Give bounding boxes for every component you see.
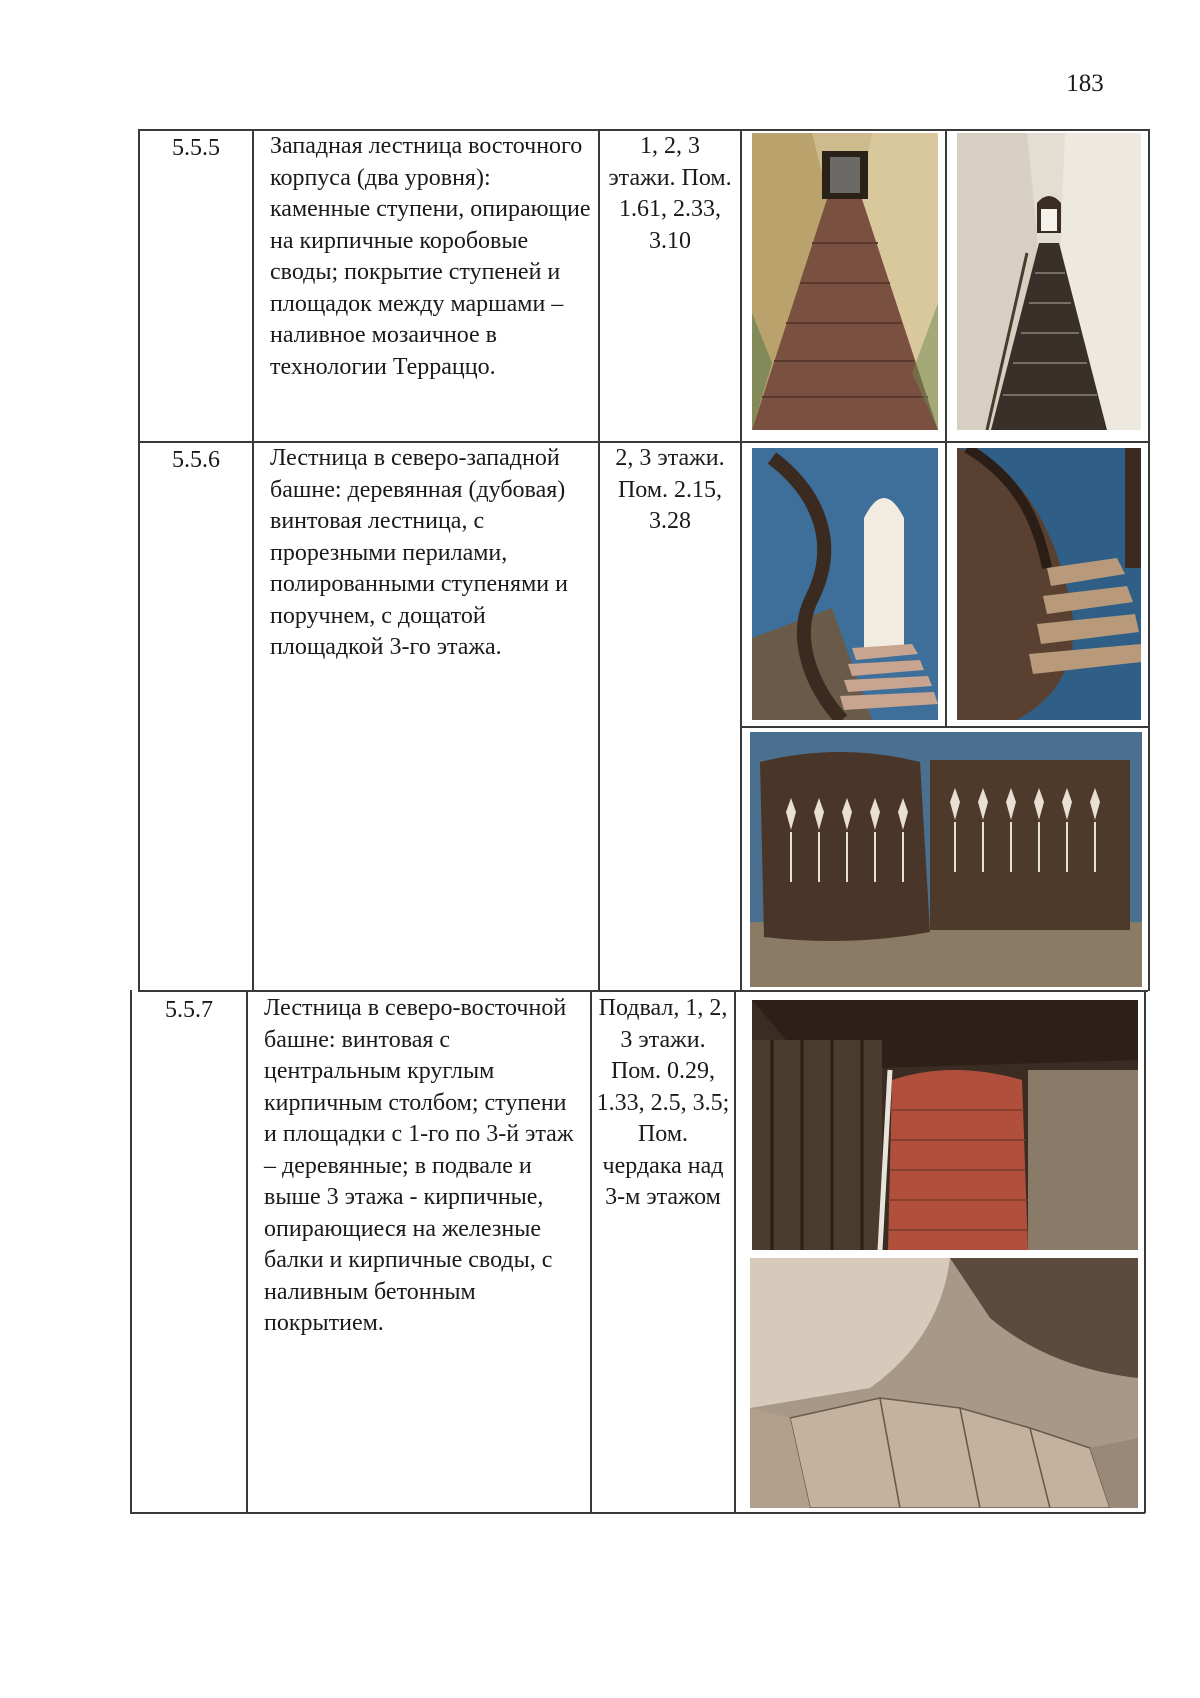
photo-brick-column-staircase xyxy=(752,1000,1138,1250)
table-bottom-border xyxy=(130,1512,1145,1514)
photo-wooden-spiral-staircase xyxy=(957,448,1141,720)
photo-long-white-staircase xyxy=(957,133,1141,430)
col-divider-3 xyxy=(740,129,742,991)
row-description-5.5.5: Западная лестница восточного корпуса (два уровня): каменные ступени, опирающие на кирпичные коробовые своды; покрытие ступеней и площадок между маршами – наливное мозаичное в технологии Терраццо. xyxy=(270,133,591,380)
row-location-5.5.5: 1, 2, 3 этажи. Пом. 1.61, 2.33, 3.10 xyxy=(608,133,732,254)
row-id-5.5.6: 5.5.6 xyxy=(172,447,220,473)
row-id-5.5.7: 5.5.7 xyxy=(165,997,213,1023)
photo-divider-566 xyxy=(740,726,1148,728)
table-right-border xyxy=(1148,129,1150,991)
row-description-5.5.6: Лестница в северо-западной башне: деревянная (дубовая) винтовая лестница, с прорезными перилами, полированными ступенями и поручнем, с дощатой площадкой 3-го этажа. xyxy=(270,445,568,660)
photo-blue-spiral-staircase-arch xyxy=(752,448,938,720)
photo-stone-staircase-corridor xyxy=(752,133,938,430)
photo-worn-spiral-steps xyxy=(750,1258,1138,1508)
row-location-5.5.7: Подвал, 1, 2, 3 этажи. Пом. 0.29, 1.33, 2.5, 3.5; Пом. чердака над 3-м этажом xyxy=(596,995,730,1210)
row-description-5.5.7: Лестница в северо-восточной башне: винтовая с центральным круглым кирпичным столбом; ступени и площадки с 1-го по 3-й этаж – деревянные; в подвале и выше 3 этажа - кирпичные, опирающиеся на железные балки и кирпичные своды, с наливным бетонным покрытием. xyxy=(264,995,574,1336)
page-number: 183 xyxy=(1066,70,1104,97)
photo-carved-wooden-balustrade xyxy=(750,732,1142,987)
table-right-border-lower xyxy=(1144,990,1146,1513)
row-location-5.5.6: 2, 3 этажи. Пом. 2.15, 3.28 xyxy=(615,445,725,534)
row-divider-2 xyxy=(138,990,1148,992)
photo-col-divider xyxy=(945,129,947,727)
col-divider-3-lower xyxy=(734,990,736,1513)
row-id-5.5.5: 5.5.5 xyxy=(172,135,220,161)
